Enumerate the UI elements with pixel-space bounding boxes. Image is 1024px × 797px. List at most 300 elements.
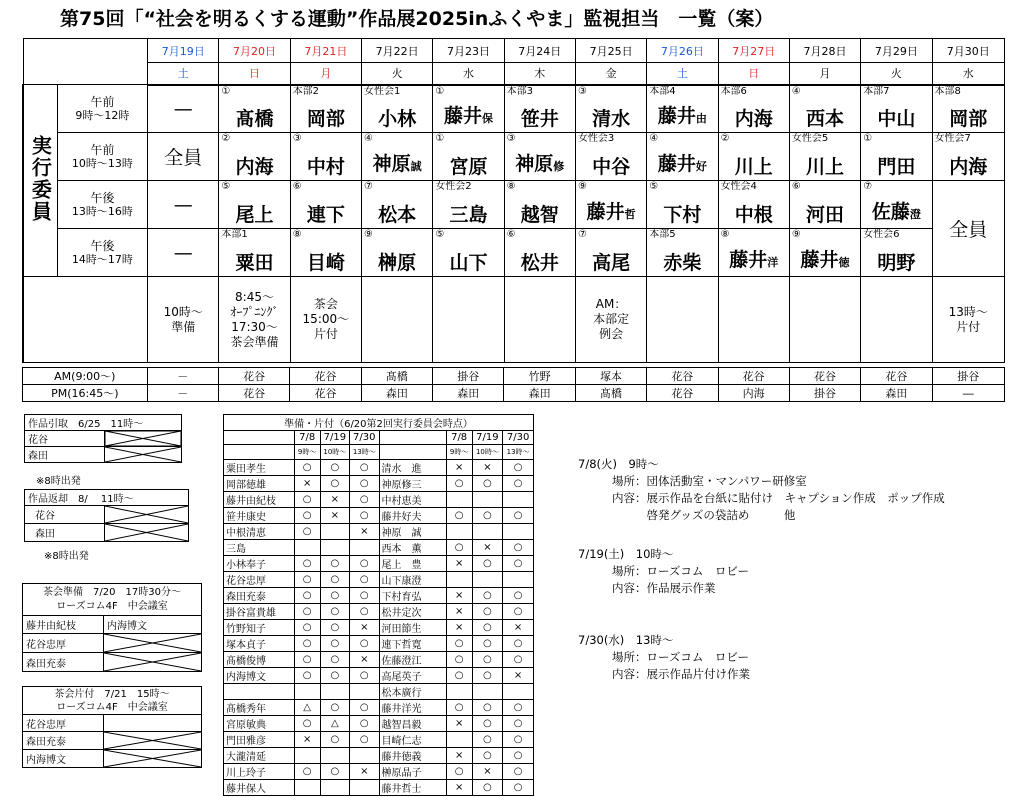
- prep-mark: ×: [446, 779, 472, 795]
- duty-cell: [504, 85, 575, 133]
- info-heading: 7/8(火) 9時～: [578, 457, 659, 471]
- prep-mark: [350, 539, 379, 555]
- notes-row-empty: [23, 277, 148, 363]
- watch-pm-cell: 花谷: [647, 385, 718, 402]
- duty-tag: ④: [791, 85, 801, 97]
- prep-date: 7/8: [294, 431, 320, 445]
- prep-mark: [472, 491, 503, 507]
- prep-mark: [294, 683, 320, 699]
- prep-mark: ○: [350, 715, 379, 731]
- prep-mark: [446, 571, 472, 587]
- prep-person: 大瀧清延: [224, 747, 295, 763]
- prep-head-blank: [224, 431, 295, 445]
- prep-mark: ○: [294, 651, 320, 667]
- day-note-line: 13時～: [948, 304, 988, 319]
- duty-name: [433, 156, 503, 178]
- prep-mark: ○: [320, 731, 349, 747]
- day-note-line: 15:00～: [302, 312, 350, 326]
- prep-mark: ○: [350, 459, 379, 475]
- duty-cell: [433, 181, 504, 229]
- prep-mark: ○: [350, 603, 379, 619]
- prep-mark: ○: [294, 635, 320, 651]
- duty-name: [505, 252, 575, 274]
- duty-name: [505, 108, 575, 130]
- info-line: 内容：展示作品を台紙に貼付け キャプション作成 ポップ作成: [612, 491, 945, 505]
- prep-person: 笹井康史: [224, 507, 295, 523]
- prep-person: 中村恵美: [379, 491, 446, 507]
- duty-name-suffix: 徳: [838, 256, 850, 269]
- prep-person: 目崎仁志: [379, 731, 446, 747]
- duty-tag: 本部6: [720, 85, 747, 97]
- duty-tag: 本部1: [221, 229, 248, 240]
- prep-person: [224, 683, 295, 699]
- prep-mark: ×: [446, 459, 472, 475]
- prep-person: 竹野知子: [224, 619, 295, 635]
- day-note: [219, 277, 290, 363]
- duty-cell: [219, 133, 290, 181]
- duty-tag: ③: [292, 133, 302, 144]
- duty-name-text: 河田: [806, 204, 845, 226]
- prep-person: 山下康澄: [379, 571, 446, 587]
- prep-mark: ×: [446, 603, 472, 619]
- return-box: [24, 489, 189, 542]
- prep-mark: ○: [503, 699, 534, 715]
- prep-title: 準備・片付（6/20第2回実行委員会時点）: [224, 415, 534, 431]
- prep-mark: ○: [350, 475, 379, 491]
- prep-mark: ×: [503, 667, 534, 683]
- duty-name-text: 髙橋: [235, 108, 274, 130]
- watch-pm-cell: 内海: [718, 385, 789, 402]
- duty-tag: ⑤: [221, 181, 231, 192]
- prep-mark: ×: [350, 619, 379, 635]
- prep-time: 10時～: [320, 445, 349, 459]
- prep-mark: ○: [503, 507, 534, 523]
- prep-mark: ○: [320, 555, 349, 571]
- watch-am-cell: 花谷: [718, 368, 789, 385]
- prep-mark: ×: [320, 507, 349, 523]
- duty-name: [719, 156, 789, 178]
- date-header: 7月27日: [718, 39, 789, 63]
- watch-am-cell: 掛谷: [433, 368, 504, 385]
- prep-mark: ×: [503, 619, 534, 635]
- return-note: ※8時出発: [44, 551, 89, 562]
- prep-mark: ○: [472, 619, 503, 635]
- watch-pm-cell: 髙橋: [575, 385, 646, 402]
- duty-name-text: 藤井: [800, 249, 839, 271]
- prep-mark: ○: [503, 459, 534, 475]
- prep-mark: ○: [294, 507, 320, 523]
- watch-pm-cell: 森田: [361, 385, 432, 402]
- duty-cell: [504, 181, 575, 229]
- duty-tag: 女性会6: [863, 229, 900, 240]
- info-line: 場所：団体活動室・マンパワー研修室: [612, 474, 807, 488]
- first-day-cell: 全員: [148, 133, 219, 181]
- duty-name-text: 赤柴: [663, 252, 702, 274]
- prep-mark: ○: [350, 491, 379, 507]
- prep-mark: ○: [472, 699, 503, 715]
- prep-mark: ○: [472, 555, 503, 571]
- duty-name-text: 小林: [378, 108, 417, 130]
- prep-mark: ○: [503, 779, 534, 795]
- duty-cell: [718, 85, 789, 133]
- prep-mark: ○: [472, 475, 503, 491]
- duty-name-text: 榊原: [378, 252, 417, 274]
- watch-am-cell: 竹野: [504, 368, 575, 385]
- prep-mark: [320, 523, 349, 539]
- day-note-line: ｵｰﾌﾟﾆﾝｸﾞ: [230, 304, 279, 319]
- prep-mark: ○: [446, 651, 472, 667]
- duty-cell: [861, 181, 932, 229]
- day-note: [575, 277, 646, 363]
- prep-mark: ×: [320, 491, 349, 507]
- prep-mark: ○: [320, 587, 349, 603]
- prep-cleanup-table: [223, 414, 534, 796]
- watch-pm-cell: －: [147, 385, 218, 402]
- watch-pm-cell: 森田: [504, 385, 575, 402]
- duty-name-text: 松本: [378, 204, 417, 226]
- prep-mark: ×: [446, 619, 472, 635]
- day-note: [148, 277, 219, 363]
- duty-name-suffix: 由: [695, 112, 707, 125]
- prep-date: 7/8: [446, 431, 472, 445]
- prep-mark: ×: [294, 475, 320, 491]
- duty-name-text: 目崎: [306, 252, 345, 274]
- duty-name-text: 宮原: [449, 156, 488, 178]
- duty-cell: [362, 181, 433, 229]
- watch-am-cell: 花谷: [647, 368, 718, 385]
- prep-mark: ○: [294, 523, 320, 539]
- prep-mark: △: [320, 715, 349, 731]
- day-note-line: 本部定: [593, 312, 630, 326]
- prep-mark: ○: [472, 779, 503, 795]
- duty-cell: [290, 181, 361, 229]
- duty-cell: [362, 229, 433, 277]
- watch-staff-table: [22, 367, 1005, 402]
- prep-mark: ○: [503, 603, 534, 619]
- duty-tag: ③: [577, 85, 587, 97]
- prep-mark: ○: [472, 747, 503, 763]
- prep-mark: [503, 571, 534, 587]
- slot-name: 午後: [90, 190, 115, 205]
- prep-person: 越智昌毅: [379, 715, 446, 731]
- empty-slot: [105, 431, 182, 447]
- duty-name: [861, 108, 931, 130]
- empty-slot: [104, 715, 202, 732]
- duty-tag: ①: [435, 85, 445, 97]
- duty-cell: [647, 85, 718, 133]
- duty-name: [576, 252, 646, 274]
- day-note-line: 17:30～: [231, 319, 278, 334]
- duty-name-suffix: 好: [695, 160, 707, 173]
- duty-name-text: 尾上: [235, 204, 274, 226]
- empty-slot: [104, 653, 202, 672]
- weekday-header: 火: [861, 63, 932, 85]
- prep-mark: [294, 779, 320, 795]
- date-header: 7月21日: [290, 39, 361, 63]
- tea-prep-box: [22, 583, 202, 672]
- prep-mark: [350, 683, 379, 699]
- prep-head-blank: [379, 431, 446, 445]
- page-title: 第75回「“社会を明るくする運動”作品展2025inふくやま」監視担当 一覧（案）: [60, 8, 774, 30]
- prep-mark: ○: [320, 619, 349, 635]
- prep-mark: ○: [472, 667, 503, 683]
- date-header: 7月25日: [575, 39, 646, 63]
- prep-person: 藤井由紀枝: [224, 491, 295, 507]
- prep-date: 7/30: [350, 431, 379, 445]
- prep-mark: ○: [294, 603, 320, 619]
- prep-mark: ○: [294, 667, 320, 683]
- prep-mark: ○: [503, 539, 534, 555]
- watch-am-cell: 花谷: [218, 368, 289, 385]
- duty-name: [790, 249, 860, 274]
- prep-time: 13時～: [503, 445, 534, 459]
- prep-mark: ×: [446, 587, 472, 603]
- prep-mark: [472, 683, 503, 699]
- duty-cell: [647, 229, 718, 277]
- duty-name: [861, 156, 931, 178]
- weekday-header: 日: [718, 63, 789, 85]
- date-header: 7月20日: [219, 39, 290, 63]
- prep-person: 中根清恵: [224, 523, 295, 539]
- prep-person: 掛谷富貴雄: [224, 603, 295, 619]
- tea-clean-title-line1: 茶会片付 7/21 15時～: [54, 688, 170, 700]
- prep-person: 榊原晶子: [379, 763, 446, 779]
- tea-prep-title: [23, 584, 202, 616]
- info-line: 場所：ローズコム ロビー: [612, 564, 749, 578]
- duty-name-suffix: 澄: [909, 208, 921, 221]
- duty-cell: [504, 133, 575, 181]
- slot-time: 13時～16時: [71, 204, 133, 218]
- prep-mark: [320, 683, 349, 699]
- duty-tag: 女性会4: [720, 181, 757, 192]
- duty-name-text: 門田: [877, 156, 916, 178]
- duty-name: [719, 108, 789, 130]
- prep-mark: ○: [503, 651, 534, 667]
- duty-tag: ②: [720, 133, 730, 144]
- info-line: 内容：作品展示作業: [612, 581, 716, 595]
- duty-cell: [433, 229, 504, 277]
- prep-mark: ○: [320, 635, 349, 651]
- watch-pm-cell: 森田: [861, 385, 932, 402]
- duty-name: [362, 204, 432, 226]
- prep-mark: [294, 747, 320, 763]
- duty-tag: 本部4: [649, 85, 676, 97]
- prep-mark: ○: [472, 587, 503, 603]
- day-note: [433, 277, 504, 363]
- prep-person: 塚本貞子: [224, 635, 295, 651]
- duty-name-text: 内海: [734, 108, 773, 130]
- duty-cell: [290, 229, 361, 277]
- info-block: [578, 546, 749, 597]
- day-note-line: 茶会準備: [230, 334, 279, 349]
- duty-cell: [219, 229, 290, 277]
- pickup-box: [24, 414, 182, 463]
- prep-mark: ○: [472, 507, 503, 523]
- duty-name-text: 藤井: [443, 105, 482, 127]
- duty-schedule-table: [22, 38, 1005, 363]
- duty-name: [505, 204, 575, 226]
- first-day-cell: —: [148, 85, 219, 133]
- duty-name-text: 中根: [734, 204, 773, 226]
- prep-person: 髙橋俊博: [224, 651, 295, 667]
- duty-name: [576, 201, 646, 226]
- pickup-person: 花谷: [25, 431, 105, 447]
- prep-mark: ×: [472, 539, 503, 555]
- prep-person: 花谷忠厚: [224, 571, 295, 587]
- watch-am-cell: 塚本: [575, 368, 646, 385]
- prep-person: 三島: [224, 539, 295, 555]
- duty-cell: [647, 133, 718, 181]
- weekday-header: 木: [504, 63, 575, 85]
- duty-name: [219, 108, 289, 130]
- duty-cell: [575, 85, 646, 133]
- prep-mark: ○: [503, 715, 534, 731]
- prep-mark: ○: [294, 459, 320, 475]
- date-header: 7月28日: [789, 39, 860, 63]
- return-person: 森田: [25, 524, 105, 542]
- duty-cell: [861, 229, 932, 277]
- prep-mark: ○: [320, 699, 349, 715]
- slot-label: [57, 133, 147, 181]
- watch-am-cell: －: [147, 368, 218, 385]
- duty-name: [219, 204, 289, 226]
- first-day-cell: —: [148, 181, 219, 229]
- duty-name: [291, 252, 361, 274]
- duty-tag: ⑦: [364, 181, 373, 192]
- prep-mark: ○: [503, 555, 534, 571]
- prep-mark: [320, 779, 349, 795]
- day-note: [362, 277, 433, 363]
- duty-name-text: 神原: [515, 153, 554, 175]
- prep-mark: ○: [446, 539, 472, 555]
- duty-cell: [789, 229, 860, 277]
- duty-tag: 本部2: [292, 85, 320, 97]
- prep-mark: ○: [503, 587, 534, 603]
- duty-name-text: 藤井: [657, 153, 696, 175]
- tea-clean-title-line2: ローズコム4F 中会議室: [56, 701, 168, 713]
- day-note-line: AM：: [595, 297, 627, 311]
- prep-mark: ○: [320, 651, 349, 667]
- day-note-line: 片付: [956, 319, 981, 334]
- prep-mark: ○: [294, 619, 320, 635]
- duty-name: [362, 108, 432, 130]
- duty-name: [362, 153, 432, 178]
- duty-name-text: 中谷: [592, 156, 631, 178]
- duty-name: [362, 252, 432, 274]
- prep-person: 髙橋秀年: [224, 699, 295, 715]
- duty-tag: ④: [649, 133, 659, 144]
- watch-pm-cell: ―: [932, 385, 1004, 402]
- prep-person: 佐藤澄江: [379, 651, 446, 667]
- duty-tag: ②: [221, 133, 231, 144]
- prep-person: 藤井洋光: [379, 699, 446, 715]
- info-line: 啓発グッズの袋詰め 他: [612, 508, 796, 522]
- prep-mark: ○: [350, 699, 379, 715]
- duty-cell: [575, 133, 646, 181]
- duty-name-text: 笹井: [520, 108, 559, 130]
- prep-person: 小林奉子: [224, 555, 295, 571]
- prep-person: 松井定次: [379, 603, 446, 619]
- duty-name: [505, 153, 575, 178]
- duty-cell: [504, 229, 575, 277]
- prep-mark: ○: [503, 731, 534, 747]
- duty-tag: ⑦: [577, 229, 587, 240]
- duty-tag: 女性会5: [791, 133, 829, 144]
- duty-name: [647, 204, 717, 226]
- duty-name-text: 藤井: [657, 105, 696, 127]
- duty-name: [433, 105, 503, 130]
- duty-cell: [362, 133, 433, 181]
- tea-clean-person: 森田充泰: [23, 732, 104, 750]
- prep-person: 藤井好夫: [379, 507, 446, 523]
- tea-prep-person: 森田充泰: [23, 653, 104, 672]
- prep-mark: ×: [446, 747, 472, 763]
- prep-person: 下村育弘: [379, 587, 446, 603]
- duty-name-text: 佐藤: [871, 201, 910, 223]
- prep-mark: ○: [446, 763, 472, 779]
- info-line: 内容：展示作品片付け作業: [612, 667, 750, 681]
- duty-name: [933, 108, 1005, 130]
- duty-cell: [789, 133, 860, 181]
- day-note: [647, 277, 718, 363]
- duty-name-text: 三島: [449, 204, 488, 226]
- prep-mark: ○: [503, 635, 534, 651]
- duty-tag: 本部3: [506, 85, 533, 97]
- duty-tag: 本部8: [934, 85, 961, 97]
- duty-cell: [575, 181, 646, 229]
- duty-cell: [932, 133, 1005, 181]
- duty-name-text: 山下: [449, 252, 488, 274]
- duty-cell: [718, 133, 789, 181]
- tea-prep-title-line1: 茶会準備 7/20 17時30分～: [43, 586, 181, 598]
- duty-name: [647, 153, 717, 178]
- prep-mark: ×: [446, 715, 472, 731]
- duty-tag: 本部5: [649, 229, 676, 240]
- prep-mark: ○: [446, 635, 472, 651]
- day-note-line: 準備: [171, 319, 196, 334]
- duty-name: [291, 108, 361, 130]
- prep-mark: [446, 683, 472, 699]
- prep-mark: ○: [294, 555, 320, 571]
- prep-mark: ○: [350, 571, 379, 587]
- duty-cell: [861, 133, 932, 181]
- prep-mark: [320, 539, 349, 555]
- duty-name: [576, 156, 646, 178]
- duty-name-text: 川上: [734, 156, 773, 178]
- duty-name-text: 内海: [235, 156, 274, 178]
- prep-mark: ○: [320, 459, 349, 475]
- duty-name-text: 西本: [806, 108, 845, 130]
- watch-am-cell: 花谷: [861, 368, 932, 385]
- duty-tag: ⑤: [435, 229, 445, 240]
- duty-name: [790, 108, 860, 130]
- day-note: [932, 277, 1005, 363]
- info-line: 場所：ローズコム ロビー: [612, 650, 749, 664]
- watch-am-label: AM(9:00～): [23, 368, 148, 385]
- prep-mark: [294, 539, 320, 555]
- prep-mark: ○: [294, 587, 320, 603]
- duty-name-suffix: 洋: [767, 256, 779, 269]
- prep-person: 連下哲寛: [379, 635, 446, 651]
- prep-mark: [503, 491, 534, 507]
- prep-head-blank: [379, 445, 446, 459]
- prep-mark: ×: [350, 763, 379, 779]
- prep-person: 川上玲子: [224, 763, 295, 779]
- prep-mark: ○: [350, 635, 379, 651]
- date-header: 7月30日: [932, 39, 1005, 63]
- prep-mark: ○: [503, 763, 534, 779]
- duty-name-text: 岡部: [949, 108, 988, 130]
